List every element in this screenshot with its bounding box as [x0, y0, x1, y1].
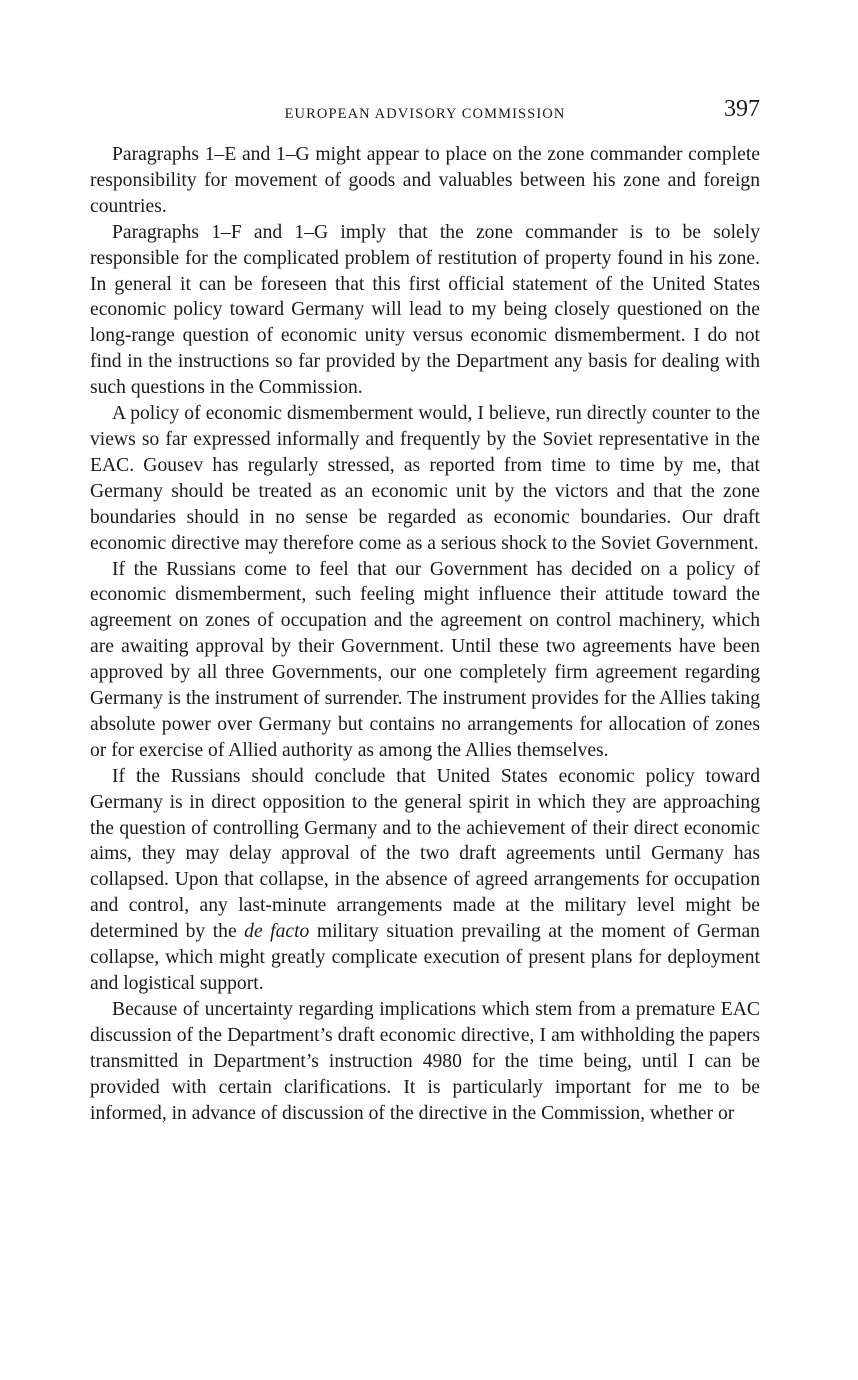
italic-phrase: de facto [244, 921, 310, 943]
paragraph-5-text-before: If the Russians should conclude that United States economic policy toward Germany is in direct opposition to the general spirit in which they are approaching the question of controlling Germany and to the achievement of their direct economic aims, they may delay approval of the two draft agreements until Germany has collapsed. Upon that collapse, in the absence of agreed arrangements for occupation and control, any last-minute arrangements made at the military level might be determined by the [90, 765, 760, 943]
paragraph-5 [90, 764, 760, 997]
page-number: 397 [724, 96, 760, 122]
body-text [90, 142, 760, 1126]
document-page [90, 96, 760, 1126]
paragraph-1: Paragraphs 1–E and 1–G might appear to place on the zone commander complete responsibility for movement of goods and valuables between his zone and foreign countries. [90, 144, 760, 217]
paragraph-4: If the Russians come to feel that our Government has decided on a policy of economic dismemberment, such feeling might influence their attitude toward the agreement on zones of occupation and the agreement on control machinery, which are awaiting approval by their Government. Until these two agreements have been approved by all three Governments, our one completely firm agreement regarding Germany is the instrument of surrender. The instrument provides for the Allies taking absolute power over Germany but contains no arrangements for allocation of zones or for exercise of Allied authority as among the Allies themselves. [90, 558, 760, 761]
running-title: EUROPEAN ADVISORY COMMISSION [284, 106, 566, 122]
running-header [90, 96, 760, 132]
paragraph-2: Paragraphs 1–F and 1–G imply that the zone commander is to be solely responsible for the complicated problem of restitution of property found in his zone. In general it can be foreseen that this first official statement of the United States economic policy toward Germany will lead to my being closely questioned on the long-range question of economic unity versus economic dismemberment. I do not find in the instructions so far provided by the Department any basis for dealing with such questions in the Commission. [90, 221, 760, 399]
paragraph-5-text-after: military situation prevailing at the moment of German collapse, which might greatly complicate execution of present plans for deployment and logistical support. [90, 921, 760, 994]
paragraph-3: A policy of economic dismemberment would, I believe, run directly counter to the views so far expressed informally and frequently by the Soviet representative in the EAC. Gousev has regularly stressed, as reported from time to time by me, that Germany should be treated as an economic unit by the victors and that the zone boundaries should in no sense be regarded as economic boundaries. Our draft economic directive may therefore come as a serious shock to the Soviet Government. [90, 403, 760, 554]
paragraph-6: Because of uncertainty regarding implications which stem from a premature EAC discussion of the Department’s draft economic directive, I am withholding the papers transmitted in Department’s instruction 4980 for the time being, until I can be provided with certain clarifications. It is particularly important for me to be informed, in advance of discussion of the directive in the Commission, whether or [90, 998, 760, 1124]
